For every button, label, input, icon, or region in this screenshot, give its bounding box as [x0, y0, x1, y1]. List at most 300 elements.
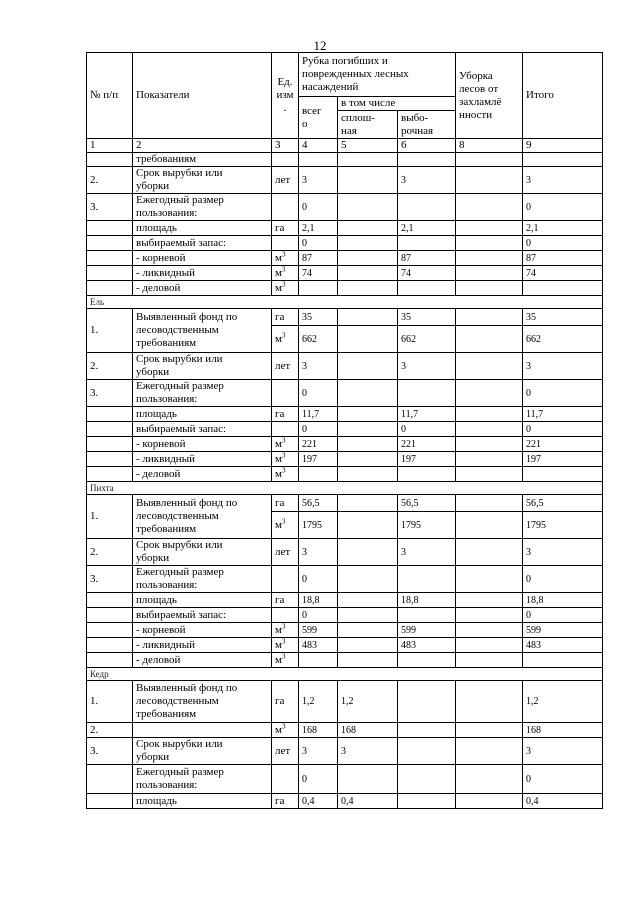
- cell-text: м: [275, 653, 282, 666]
- row-cleanup-cell: [456, 236, 523, 251]
- table-row: [87, 495, 603, 512]
- cell-text: м: [275, 623, 282, 636]
- cell-text: 221: [526, 438, 541, 450]
- text-line: - деловой: [136, 653, 181, 666]
- unit-superscript: 3: [281, 250, 286, 258]
- cell-text: 5: [341, 139, 347, 151]
- text-line: пользования:: [136, 207, 198, 219]
- row-clear-cell: [338, 236, 398, 251]
- cell-text: 1.: [90, 324, 99, 336]
- cell-text: Кедр: [90, 669, 109, 679]
- cell-text: 87: [526, 252, 536, 264]
- row-selective-cell: [398, 194, 456, 221]
- row-selective-cell: [398, 566, 456, 593]
- row-indicator-cell: [133, 353, 272, 380]
- row-unit-cell: [272, 266, 299, 281]
- cell-text: 0: [401, 423, 406, 435]
- row-indicator-cell: [133, 794, 272, 809]
- cell-text: 2.: [90, 173, 99, 186]
- cell-text: Итого: [526, 89, 554, 101]
- table-row: [87, 452, 603, 467]
- table-row: [87, 738, 603, 765]
- cell-text: 168: [302, 724, 317, 736]
- row-indicator-cell: [133, 251, 272, 266]
- column-index-cell: [456, 139, 523, 153]
- cell-text: 0: [302, 773, 307, 785]
- table-row: [87, 167, 603, 194]
- row-indicator-cell: [133, 593, 272, 608]
- row-total-cell: [299, 221, 338, 236]
- unit-superscript: 3: [281, 280, 286, 288]
- row-sum-cell: [523, 495, 603, 512]
- cell-text: 3: [526, 745, 531, 757]
- row-cleanup-cell: [456, 638, 523, 653]
- row-sum-cell: [523, 467, 603, 482]
- row-total-cell: [299, 309, 338, 326]
- row-unit-cell: [272, 765, 299, 794]
- cell-text: 35: [401, 311, 411, 323]
- header-cleanup-cell: [456, 53, 523, 139]
- cell-text: 662: [302, 333, 317, 345]
- cell-text: 3.: [90, 572, 99, 585]
- cell-text: 3: [302, 546, 307, 558]
- text-line: площадь: [136, 593, 177, 606]
- row-selective-cell: [398, 452, 456, 467]
- row-indicator-cell: [133, 723, 272, 738]
- row-cleanup-cell: [456, 281, 523, 296]
- table-row: [87, 653, 603, 668]
- row-unit-cell: [272, 638, 299, 653]
- cell-text: 6: [401, 139, 407, 151]
- row-unit-cell: [272, 153, 299, 167]
- cell-text: 1,2: [302, 696, 315, 707]
- section-title-row: [87, 482, 603, 495]
- text-line: Рубка погибших и: [302, 55, 388, 67]
- cell-text: 2,1: [302, 222, 315, 234]
- cell-text: 1: [90, 139, 96, 151]
- row-indicator-cell: [133, 738, 272, 765]
- cell-text: № п/п: [90, 89, 119, 101]
- row-clear-cell: [338, 353, 398, 380]
- row-sum-cell: [523, 566, 603, 593]
- text-line: Срок вырубки или: [136, 539, 223, 551]
- row-total-cell: [299, 495, 338, 512]
- row-indicator-cell: [133, 623, 272, 638]
- row-num-cell: [87, 422, 133, 437]
- page-number: 12: [313, 38, 327, 53]
- row-indicator-cell: [133, 539, 272, 566]
- header-row: [87, 53, 603, 97]
- row-total-cell: [299, 593, 338, 608]
- cell-text: 3: [526, 360, 531, 372]
- cell-text: га: [275, 407, 285, 420]
- row-num-cell: [87, 266, 133, 281]
- row-clear-cell: [338, 638, 398, 653]
- row-clear-cell: [338, 566, 398, 593]
- row-clear-cell: [338, 723, 398, 738]
- row-clear-cell: [338, 512, 398, 539]
- table-row: [87, 266, 603, 281]
- header-total-cell: [299, 97, 338, 139]
- row-sum-cell: [523, 380, 603, 407]
- cell-text: м: [275, 266, 282, 279]
- row-indicator-cell: [133, 495, 272, 539]
- row-clear-cell: [338, 326, 398, 353]
- text-line: Ежегодный размер: [136, 766, 224, 778]
- cell-text: 87: [401, 252, 411, 264]
- cell-text: 56,5: [302, 497, 320, 509]
- text-line: Срок вырубки или: [136, 167, 223, 179]
- cell-text: 168: [526, 724, 541, 736]
- text-line: уборки: [136, 552, 170, 564]
- row-indicator-cell: [133, 452, 272, 467]
- row-num-cell: [87, 437, 133, 452]
- text-line: насаждений: [302, 81, 359, 93]
- text-line: захламлё: [459, 95, 502, 108]
- row-clear-cell: [338, 467, 398, 482]
- cell-text: 197: [526, 453, 541, 465]
- row-cleanup-cell: [456, 153, 523, 167]
- unit-superscript: 3: [281, 516, 286, 525]
- row-sum-cell: [523, 326, 603, 353]
- row-num-cell: [87, 539, 133, 566]
- row-clear-cell: [338, 593, 398, 608]
- cell-text: 3: [526, 174, 531, 186]
- row-clear-cell: [338, 437, 398, 452]
- row-clear-cell: [338, 309, 398, 326]
- row-total-cell: [299, 251, 338, 266]
- cell-text: 3: [401, 546, 406, 558]
- column-index-cell: [523, 139, 603, 153]
- unit-superscript: 3: [281, 652, 286, 660]
- row-total-cell: [299, 266, 338, 281]
- row-clear-cell: [338, 221, 398, 236]
- table-row: [87, 723, 603, 738]
- row-num-cell: [87, 251, 133, 266]
- row-selective-cell: [398, 251, 456, 266]
- cell-text: 1.: [90, 695, 99, 707]
- cell-text: 3: [401, 360, 406, 372]
- cell-text: 18,8: [526, 594, 544, 606]
- text-line: требованиям: [136, 708, 197, 720]
- row-sum-cell: [523, 281, 603, 296]
- unit-superscript: 3: [281, 722, 286, 730]
- row-total-cell: [299, 566, 338, 593]
- row-clear-cell: [338, 765, 398, 794]
- table-row: [87, 153, 603, 167]
- cell-text: 11,7: [526, 408, 544, 420]
- cell-text: 18,8: [302, 594, 320, 606]
- unit-superscript: 3: [281, 330, 286, 339]
- text-line: - ликвидный: [136, 638, 195, 651]
- row-indicator-cell: [133, 467, 272, 482]
- cell-text: 662: [401, 333, 416, 345]
- column-index-cell: [299, 139, 338, 153]
- header-unit-cell: [272, 53, 299, 139]
- cell-text: 2.: [90, 545, 99, 558]
- row-clear-cell: [338, 623, 398, 638]
- cell-text: 1795: [526, 519, 546, 531]
- row-selective-cell: [398, 638, 456, 653]
- cell-text: 483: [302, 639, 317, 651]
- table-row: [87, 221, 603, 236]
- table-row: [87, 380, 603, 407]
- text-line: площадь: [136, 794, 177, 807]
- text-line: требованиям: [136, 153, 197, 165]
- cell-text: га: [275, 496, 285, 509]
- row-unit-cell: [272, 422, 299, 437]
- row-num-cell: [87, 452, 133, 467]
- row-unit-cell: [272, 309, 299, 326]
- text-line: .: [283, 102, 287, 114]
- cell-text: 0: [526, 387, 531, 399]
- row-total-cell: [299, 623, 338, 638]
- row-selective-cell: [398, 765, 456, 794]
- row-sum-cell: [523, 422, 603, 437]
- cell-text: 18,8: [401, 594, 419, 606]
- row-sum-cell: [523, 221, 603, 236]
- cell-text: 221: [302, 438, 317, 450]
- cell-text: лет: [275, 744, 291, 757]
- row-unit-cell: [272, 681, 299, 723]
- row-clear-cell: [338, 251, 398, 266]
- cell-text: 1,2: [341, 696, 354, 707]
- row-selective-cell: [398, 512, 456, 539]
- cell-text: 0: [302, 201, 307, 213]
- row-total-cell: [299, 437, 338, 452]
- table-row: [87, 251, 603, 266]
- row-sum-cell: [523, 194, 603, 221]
- cell-text: 56,5: [526, 497, 544, 509]
- cell-text: 2.: [90, 359, 99, 372]
- row-selective-cell: [398, 653, 456, 668]
- text-line: Срок вырубки или: [136, 353, 223, 365]
- text-line: площадь: [136, 221, 177, 234]
- row-selective-cell: [398, 407, 456, 422]
- cell-text: 197: [302, 453, 317, 465]
- unit-superscript: 3: [281, 451, 286, 459]
- cell-text: 0: [302, 573, 307, 585]
- cell-text: 0: [526, 201, 531, 213]
- text-line: лесоводственным: [136, 324, 219, 336]
- row-unit-cell: [272, 794, 299, 809]
- cell-text: лет: [275, 359, 291, 372]
- row-total-cell: [299, 380, 338, 407]
- text-line: пользования:: [136, 779, 198, 791]
- cell-text: 3.: [90, 386, 99, 399]
- row-total-cell: [299, 794, 338, 809]
- text-line: - ликвидный: [136, 452, 195, 465]
- row-num-cell: [87, 407, 133, 422]
- row-sum-cell: [523, 153, 603, 167]
- row-clear-cell: [338, 153, 398, 167]
- row-sum-cell: [523, 623, 603, 638]
- row-sum-cell: [523, 512, 603, 539]
- row-num-cell: [87, 380, 133, 407]
- row-selective-cell: [398, 236, 456, 251]
- row-unit-cell: [272, 512, 299, 539]
- header-including-cell: [338, 97, 456, 111]
- table-row: [87, 566, 603, 593]
- row-selective-cell: [398, 153, 456, 167]
- row-cleanup-cell: [456, 422, 523, 437]
- row-unit-cell: [272, 566, 299, 593]
- section-title-row: [87, 296, 603, 309]
- text-line: лесоводственным: [136, 695, 219, 707]
- cell-text: м: [275, 251, 282, 264]
- text-line: уборки: [136, 751, 170, 763]
- row-total-cell: [299, 452, 338, 467]
- cell-text: 0: [302, 387, 307, 399]
- row-num-cell: [87, 723, 133, 738]
- row-selective-cell: [398, 380, 456, 407]
- cell-text: 599: [401, 624, 416, 636]
- row-sum-cell: [523, 539, 603, 566]
- row-cleanup-cell: [456, 723, 523, 738]
- text-line: поврежденных лесных: [302, 68, 409, 80]
- column-index-cell: [398, 139, 456, 153]
- cell-text: 0: [302, 237, 307, 249]
- row-cleanup-cell: [456, 566, 523, 593]
- row-num-cell: [87, 681, 133, 723]
- row-indicator-cell: [133, 437, 272, 452]
- cell-text: 0: [526, 773, 531, 785]
- header-selective-cell: [398, 111, 456, 139]
- row-num-cell: [87, 353, 133, 380]
- cell-text: 483: [401, 639, 416, 651]
- table-row: [87, 309, 603, 326]
- cell-text: 9: [526, 139, 532, 151]
- row-selective-cell: [398, 221, 456, 236]
- cell-text: 0: [526, 609, 531, 621]
- row-unit-cell: [272, 452, 299, 467]
- text-line: выбо-: [401, 111, 429, 124]
- row-total-cell: [299, 194, 338, 221]
- row-sum-cell: [523, 593, 603, 608]
- row-num-cell: [87, 765, 133, 794]
- cell-text: 0,4: [526, 795, 539, 807]
- cell-text: 0: [526, 423, 531, 435]
- row-cleanup-cell: [456, 309, 523, 326]
- text-line: пользования:: [136, 393, 198, 405]
- text-line: ная: [341, 124, 357, 137]
- row-sum-cell: [523, 794, 603, 809]
- row-num-cell: [87, 638, 133, 653]
- row-selective-cell: [398, 593, 456, 608]
- row-cleanup-cell: [456, 194, 523, 221]
- text-line: - корневой: [136, 251, 186, 264]
- row-num-cell: [87, 281, 133, 296]
- row-cleanup-cell: [456, 738, 523, 765]
- text-line: о: [302, 117, 308, 130]
- cell-text: м: [275, 638, 282, 651]
- cell-text: 662: [526, 333, 541, 345]
- row-unit-cell: [272, 281, 299, 296]
- row-cleanup-cell: [456, 380, 523, 407]
- row-total-cell: [299, 608, 338, 623]
- cell-text: 0: [526, 237, 531, 249]
- cell-text: 3: [401, 174, 406, 186]
- row-clear-cell: [338, 653, 398, 668]
- section-title-cell: [87, 482, 603, 495]
- cell-text: 3.: [90, 200, 99, 213]
- row-indicator-cell: [133, 236, 272, 251]
- cell-text: 0: [302, 609, 307, 621]
- column-index-cell: [87, 139, 133, 153]
- text-line: Ед.: [277, 76, 293, 88]
- unit-superscript: 3: [281, 622, 286, 630]
- row-sum-cell: [523, 681, 603, 723]
- text-line: Выявленный фонд по: [136, 311, 238, 323]
- text-line: изм: [276, 89, 294, 101]
- row-total-cell: [299, 407, 338, 422]
- row-clear-cell: [338, 738, 398, 765]
- row-num-cell: [87, 467, 133, 482]
- row-indicator-cell: [133, 422, 272, 437]
- row-num-cell: [87, 566, 133, 593]
- row-cleanup-cell: [456, 653, 523, 668]
- cell-text: Ель: [90, 297, 105, 307]
- text-line: сплош-: [341, 111, 375, 124]
- row-num-cell: [87, 623, 133, 638]
- cell-text: 599: [302, 624, 317, 636]
- row-indicator-cell: [133, 407, 272, 422]
- text-line: площадь: [136, 407, 177, 420]
- row-num-cell: [87, 495, 133, 539]
- row-clear-cell: [338, 422, 398, 437]
- row-unit-cell: [272, 608, 299, 623]
- row-selective-cell: [398, 623, 456, 638]
- row-sum-cell: [523, 353, 603, 380]
- row-sum-cell: [523, 608, 603, 623]
- text-line: уборки: [136, 366, 170, 378]
- cell-text: 0: [302, 423, 307, 435]
- cell-text: 3: [302, 360, 307, 372]
- header-clear-cell: [338, 111, 398, 139]
- row-clear-cell: [338, 794, 398, 809]
- row-selective-cell: [398, 167, 456, 194]
- text-line: выбираемый запас:: [136, 608, 227, 621]
- row-total-cell: [299, 236, 338, 251]
- row-num-cell: [87, 593, 133, 608]
- row-cleanup-cell: [456, 452, 523, 467]
- row-total-cell: [299, 467, 338, 482]
- row-num-cell: [87, 236, 133, 251]
- row-unit-cell: [272, 723, 299, 738]
- cell-text: га: [275, 310, 285, 323]
- column-index-cell: [338, 139, 398, 153]
- cell-text: 0: [526, 573, 531, 585]
- header-indicator-cell: [133, 53, 272, 139]
- cell-text: м: [275, 281, 282, 294]
- row-clear-cell: [338, 452, 398, 467]
- table-row: [87, 194, 603, 221]
- cell-text: м: [275, 518, 282, 531]
- cell-text: 0,4: [302, 795, 315, 807]
- row-clear-cell: [338, 194, 398, 221]
- row-cleanup-cell: [456, 467, 523, 482]
- column-index-row: [87, 139, 603, 153]
- unit-superscript: 3: [281, 466, 286, 474]
- row-selective-cell: [398, 353, 456, 380]
- row-num-cell: [87, 653, 133, 668]
- row-num-cell: [87, 309, 133, 353]
- text-line: нности: [459, 108, 493, 121]
- row-cleanup-cell: [456, 765, 523, 794]
- text-line: лесов от: [459, 82, 499, 95]
- cell-text: 483: [526, 639, 541, 651]
- row-cleanup-cell: [456, 593, 523, 608]
